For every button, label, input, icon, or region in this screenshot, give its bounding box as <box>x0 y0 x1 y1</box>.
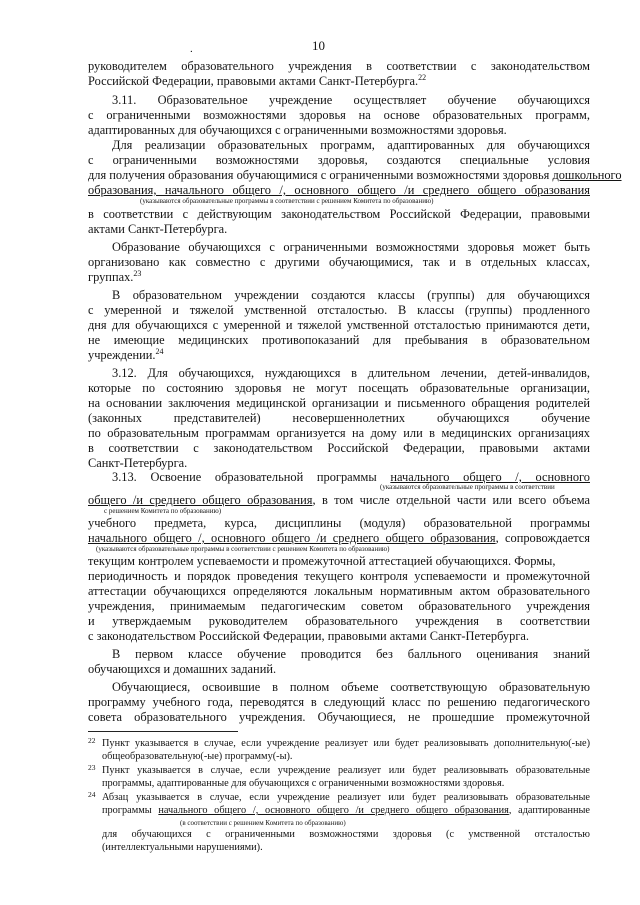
footnote-line: программы начального общего /, основного общего /и среднего общего образования, адаптированные <box>102 805 590 816</box>
body-line: с законодательством Российской Федерации, правовыми актами Санкт-Петербурга. <box>88 629 530 643</box>
body-line: адаптированных для обучающихся с ограниченными возможностями здоровья. <box>88 123 507 137</box>
body-line: организовано как совместно с другими обучающимися, так и в отдельных классах, <box>88 255 590 269</box>
body-line: в соответствии с действующим законодательством Российской Федерации, правовыми <box>88 207 590 221</box>
footnote-number: 22 <box>88 736 96 745</box>
body-line: Санкт-Петербурга. <box>88 456 188 470</box>
program-note: (указываются образовательные программы в соответствии <box>380 483 555 491</box>
footnote-line: Пункт указывается в случае, если учреждение реализует или будет реализовывать дополнительную(-ые) <box>102 738 590 749</box>
body-line: Образование обучающихся с ограниченными возможностями здоровья может быть <box>112 240 590 254</box>
body-line: общего /и среднего общего образования, в том числе отдельной части или всего объема <box>88 493 590 507</box>
body-line: дня для обучающихся с умеренной и тяжелой умственной отсталостью принимаются дети, <box>88 318 590 332</box>
body-line: Для реализации образовательных программ, адаптированных для обучающихся <box>112 138 590 152</box>
footnote-line: Пункт указывается в случае, если учреждение реализует или будет реализовывать образовательные <box>102 765 590 776</box>
body-line: начального общего /, основного общего /и среднего общего образования, сопровождается <box>88 531 591 545</box>
body-line: образования, начального общего /, основного общего /и среднего общего образования <box>88 183 590 197</box>
body-line: 3.11. Образовательное учреждение осуществляет обучение обучающихся <box>112 93 590 107</box>
body-line: которые по состоянию здоровья не могут посещать образовательные организации, <box>88 381 590 395</box>
body-line: 3.13. Освоение образовательной программы начального общего /, основного <box>112 470 590 484</box>
body-line: (законных представителей) несовершеннолетних обучающихся обучение <box>88 411 590 425</box>
body-line: в соответствии с законодательством Российской Федерации, правовыми актами <box>88 441 590 455</box>
body-line: не имеющие медицинских противопоказаний для пребывания в образовательном <box>88 333 590 347</box>
program-note: с решением Комитета по образованию) <box>104 507 222 515</box>
body-line: программу учебного года, переводятся в следующий класс по решению педагогического <box>88 695 590 709</box>
body-line: руководителем образовательного учреждения в соответствии с законодательством <box>88 59 590 73</box>
program-note: (в соответствии с решением Комитета по образованию) <box>180 819 346 827</box>
program-note: (указываются образовательные программы в соответствии с решением Комитета по образованию) <box>96 545 390 553</box>
body-line: с ограниченными возможностями здоровья на основе образовательных программ, <box>88 108 590 122</box>
body-line: Российской Федерации, правовыми актами Санкт-Петербурга.$^{22}$ <box>88 72 427 88</box>
body-line: актами Санкт-Петербурга. <box>88 222 228 236</box>
body-line: аттестации обучающихся определяются локальным нормативным актом образовательного <box>88 584 590 598</box>
footnote-line: (интеллектуальными нарушениями). <box>102 842 263 853</box>
body-line: по образовательным программам организуется на дому или в медицинских организациях <box>88 426 590 440</box>
body-line: и утверждаемым руководителем образовательного учреждения в соответствии <box>88 614 590 628</box>
body-line: совета образовательного учреждения. Обучающиеся, не прошедшие промежуточной <box>88 710 590 724</box>
body-line: учреждения, принимаемым педагогическим советом образовательного учреждения <box>88 599 590 613</box>
footnote-number: 23 <box>88 763 96 772</box>
body-line: 3.12. Для обучающихся, нуждающихся в длительном лечении, детей-инвалидов, <box>112 366 590 380</box>
footnote-divider <box>88 731 238 732</box>
body-line: учебного предмета, курса, дисциплины (модуля) образовательной программы <box>88 516 590 530</box>
body-line: периодичность и порядок проведения текущего контроля успеваемости и промежуточной <box>88 569 590 583</box>
footnote-line: для обучающихся с ограниченными возможностями здоровья (с умственной отсталостью <box>102 829 590 840</box>
body-line: Обучающиеся, освоившие в полном объеме соответствующую образовательную <box>112 680 590 694</box>
body-line: текущим контролем успеваемости и промежуточной аттестацией обучающихся. Формы, <box>88 554 556 568</box>
body-line: для получения образования обучающимися с ограниченными возможностями здоровья дошкольного <box>88 168 622 182</box>
body-line: учреждении.$^{24}$ <box>88 346 164 362</box>
body-line: с ограниченными возможностями здоровья, создаются специальные условия <box>88 153 590 167</box>
body-line: обучающихся и домашних заданий. <box>88 662 277 676</box>
footnote-line: Абзац указывается в случае, если учреждение реализует или будет реализовывать образовательные <box>102 792 590 803</box>
body-line: на основании заключения медицинской организации и письменного обращения родителей <box>88 396 590 410</box>
footnote-line: общеобразовательную(-ые) программу(-ы). <box>102 751 293 762</box>
page-number: 10 <box>312 38 325 53</box>
body-line: с умеренной и тяжелой умственной отсталостью. В классы (группы) продленного <box>88 303 590 317</box>
footnote-number: 24 <box>88 790 96 799</box>
page-dot: . <box>190 43 193 55</box>
body-line: группах.$^{23}$ <box>88 268 142 284</box>
body-line: В образовательном учреждении создаются классы (группы) для обучающихся <box>112 288 590 302</box>
footnote-line: программы, адаптированные для обучающихся с ограниченными возможностями здоровья. <box>102 778 505 789</box>
program-note: (указываются образовательные программы в соответствии с решением Комитета по образованию) <box>140 197 434 205</box>
body-line: В первом классе обучение проводится без балльного оценивания знаний <box>112 647 590 661</box>
